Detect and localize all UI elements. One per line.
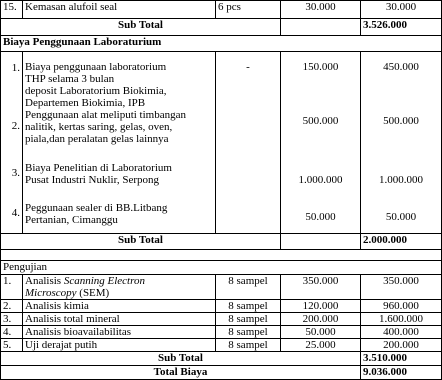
- subtotal-label: Sub Total: [1, 234, 281, 250]
- row-number: 4.: [11, 207, 20, 219]
- description-text: (SEM): [76, 287, 110, 299]
- description-line: deposit Laboratorium Biokimia,: [25, 85, 167, 97]
- description-line: Biaya penggunaan laboratorium: [25, 61, 167, 73]
- subtotal-label: Sub Total: [1, 352, 361, 366]
- subtotal-label: Sub Total: [1, 19, 281, 36]
- row-numbers-cell: [1, 52, 23, 234]
- blank-row: [1, 250, 442, 261]
- subtotal-value: 3.526.000: [361, 19, 442, 36]
- subtotal-value: 3.510.000: [361, 352, 442, 366]
- table-row: [1, 313, 442, 326]
- item-description: Analisis total mineral: [23, 313, 216, 326]
- item-total: 350.000: [361, 275, 442, 300]
- description-line: Biaya Penelitian di Laboratorium: [25, 162, 172, 174]
- description-line: Peggunaan sealer di BB.Litbang: [25, 202, 168, 214]
- lab-total-cell: [361, 52, 442, 234]
- description-line: Pusat Industri Nuklir, Serpong: [25, 174, 159, 186]
- unit-price: 50.000: [281, 326, 361, 339]
- row-number: 3.: [11, 167, 20, 179]
- description-line: [25, 287, 213, 299]
- row-number: 1.: [11, 62, 20, 74]
- item-total: 1.000.000: [379, 174, 423, 186]
- unit-price: 200.000: [281, 313, 361, 326]
- row-number: 1.: [1, 275, 23, 300]
- item-quantity: 8 sampel: [216, 313, 281, 326]
- lab-quantity-cell: [216, 52, 281, 234]
- item-total: 200.000: [361, 339, 442, 352]
- section-header-row: [1, 36, 442, 52]
- item-total: 50.000: [385, 211, 417, 223]
- subtotal-row: [1, 352, 442, 366]
- item-total: 450.000: [383, 61, 419, 73]
- table-row: [1, 1, 442, 19]
- item-total: 1.600.000: [361, 313, 442, 326]
- unit-price: 1.000.000: [298, 174, 343, 186]
- item-quantity: 8 sampel: [216, 326, 281, 339]
- subtotal-row: [1, 234, 442, 250]
- table-row: [1, 275, 442, 300]
- item-total: 30.000: [361, 1, 442, 19]
- description-italic: Microscopy: [25, 287, 77, 299]
- row-number: 15.: [1, 1, 23, 19]
- item-description: Uji derajat putih: [23, 339, 216, 352]
- unit-price: 500.000: [302, 115, 339, 127]
- unit-price: 150.000: [302, 61, 339, 73]
- empty-cell: [1, 250, 442, 261]
- description-line: THP selama 3 bulan: [25, 73, 115, 85]
- row-number: 3.: [1, 313, 23, 326]
- subtotal-row: [1, 19, 442, 36]
- section-title-lab: Biaya Penggunaan Laboraturium: [1, 36, 442, 52]
- grand-total-label: Total Biaya: [1, 366, 361, 380]
- description-text: Analisis: [25, 275, 64, 287]
- row-number: 5.: [1, 339, 23, 352]
- table-row: [1, 52, 442, 234]
- row-number: 2.: [1, 300, 23, 313]
- item-total: 960.000: [361, 300, 442, 313]
- table-row: [1, 300, 442, 313]
- unit-price: 50.000: [305, 211, 336, 223]
- section-title-pengujian: Pengujian: [1, 261, 442, 275]
- item-quantity: 6 pcs: [216, 1, 281, 19]
- item-total: 500.000: [383, 115, 419, 127]
- table-row: [1, 326, 442, 339]
- item-quantity: 8 sampel: [216, 300, 281, 313]
- item-description: Analisis kimia: [23, 300, 216, 313]
- section-header-row: [1, 261, 442, 275]
- subtotal-value: 2.000.000: [361, 234, 442, 250]
- description-line: piala,dan peralatan gelas lainnya: [25, 133, 169, 145]
- item-description: Analisis bioavailabilitas: [23, 326, 216, 339]
- description-line: Pertanian, Cimanggu: [25, 214, 118, 226]
- description-line: Penggunaan alat meliputi timbangan: [25, 109, 186, 121]
- item-description: Kemasan alufoil seal: [23, 1, 216, 19]
- unit-price: 350.000: [281, 275, 361, 300]
- item-quantity: 8 sampel: [216, 275, 281, 300]
- unit-price: 120.000: [281, 300, 361, 313]
- grand-total-value: 9.036.000: [361, 366, 442, 380]
- description-line: Departemen Biokimia, IPB: [25, 97, 146, 109]
- description-italic: Scanning Electron: [63, 275, 145, 287]
- item-total: 400.000: [361, 326, 442, 339]
- row-number: 2.: [11, 120, 20, 132]
- item-description: [23, 275, 216, 300]
- description-line: nalitik, kertas saring, gelas, oven,: [25, 121, 173, 133]
- table-row: [1, 339, 442, 352]
- row-number: 4.: [1, 326, 23, 339]
- item-quantity: 8 sampel: [216, 339, 281, 352]
- unit-price: 25.000: [281, 339, 361, 352]
- lab-price-cell: [281, 52, 361, 234]
- empty-cell: [281, 234, 361, 250]
- empty-cell: [281, 19, 361, 36]
- lab-descriptions-cell: [23, 52, 216, 234]
- description-line: [25, 275, 213, 287]
- item-quantity: -: [246, 61, 250, 73]
- unit-price: 30.000: [281, 1, 361, 19]
